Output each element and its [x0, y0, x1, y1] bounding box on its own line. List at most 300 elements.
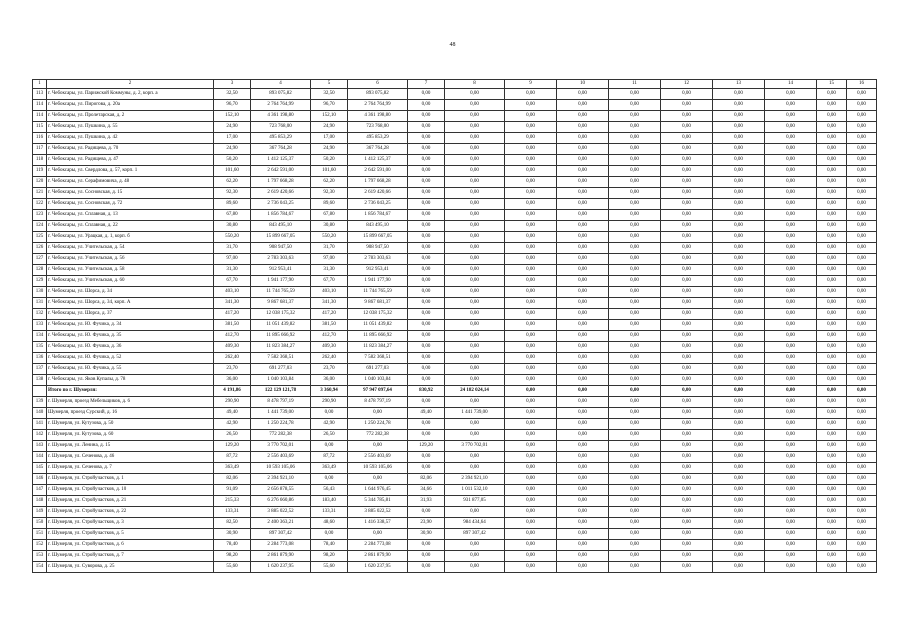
- table-cell: 0,00: [557, 144, 609, 155]
- table-row: [33, 463, 877, 474]
- table-cell: 0,00: [445, 166, 505, 177]
- table-cell: 8 478 797,19: [348, 397, 408, 408]
- table-cell: 912 953,41: [348, 265, 408, 276]
- table-cell: 0,00: [765, 133, 817, 144]
- table-cell: 143: [33, 441, 47, 452]
- address-cell: г. Шумерля, ул. Стройучастков, д. 6: [47, 540, 214, 551]
- table-cell: 0,00: [408, 507, 445, 518]
- address-cell: г. Чебоксары, ул. Пирогова, д. 20а: [47, 100, 214, 111]
- table-cell: 0,00: [817, 221, 847, 232]
- table-row: [33, 111, 877, 122]
- table-cell: 0,00: [505, 452, 557, 463]
- table-cell: 0,00: [609, 309, 661, 320]
- table-cell: 0,00: [765, 287, 817, 298]
- table-cell: 0,00: [847, 331, 877, 342]
- table-cell: 0,00: [557, 386, 609, 397]
- table-cell: 0,00: [557, 243, 609, 254]
- table-cell: 893 075,82: [251, 89, 311, 100]
- table-cell: 2 400 363,21: [251, 518, 311, 529]
- table-cell: 367 764,28: [251, 144, 311, 155]
- table-row: [33, 133, 877, 144]
- table-cell: 0,00: [817, 89, 847, 100]
- address-cell: г. Шумерля, ул. Ленина, д. 15: [47, 441, 214, 452]
- table-cell: 0,00: [557, 188, 609, 199]
- table-cell: 0,00: [445, 254, 505, 265]
- table-cell: 0,00: [505, 485, 557, 496]
- table-cell: 0,00: [817, 122, 847, 133]
- table-cell: 0,00: [445, 331, 505, 342]
- table-cell: 133,31: [311, 507, 348, 518]
- table-cell: 0,00: [505, 199, 557, 210]
- column-number-cell: 15: [817, 80, 847, 89]
- table-row: [33, 375, 877, 386]
- table-cell: 0,00: [505, 89, 557, 100]
- table-cell: 0,00: [765, 331, 817, 342]
- table-cell: 0,00: [505, 243, 557, 254]
- address-cell: г. Шумерля, ул. Кутузова, д. 50: [47, 419, 214, 430]
- table-row: [33, 452, 877, 463]
- table-cell: 0,00: [609, 507, 661, 518]
- table-cell: 0,00: [408, 298, 445, 309]
- table-cell: 417,20: [311, 309, 348, 320]
- table-cell: 2 783 303,63: [348, 254, 408, 265]
- table-cell: 0,00: [847, 320, 877, 331]
- table-cell: 409,30: [311, 342, 348, 353]
- table-cell: 0,00: [661, 551, 713, 562]
- table-cell: 0,00: [505, 166, 557, 177]
- table-cell: 262,40: [311, 353, 348, 364]
- table-cell: 0,00: [445, 309, 505, 320]
- table-cell: 1 441 739,00: [445, 408, 505, 419]
- table-cell: 123: [33, 210, 47, 221]
- table-cell: 0,00: [445, 221, 505, 232]
- total-row: [33, 386, 877, 397]
- table-cell: 128: [33, 265, 47, 276]
- table-cell: 0,00: [661, 188, 713, 199]
- table-cell: 0,00: [817, 166, 847, 177]
- table-cell: 23,70: [311, 364, 348, 375]
- table-cell: 0,00: [847, 100, 877, 111]
- table-cell: 0,00: [557, 133, 609, 144]
- table-row: [33, 122, 877, 133]
- table-cell: 0,00: [505, 254, 557, 265]
- table-cell: 0,00: [609, 430, 661, 441]
- table-cell: 0,00: [817, 177, 847, 188]
- table-cell: 0,00: [847, 364, 877, 375]
- table-cell: 0,00: [557, 155, 609, 166]
- table-cell: 0,00: [445, 430, 505, 441]
- table-cell: 0,00: [505, 430, 557, 441]
- table-cell: 0,00: [817, 309, 847, 320]
- table-row: [33, 518, 877, 529]
- table-cell: 0,00: [557, 254, 609, 265]
- table-cell: 0,00: [847, 243, 877, 254]
- table-cell: 0,00: [765, 485, 817, 496]
- table-cell: 2 284 773,08: [348, 540, 408, 551]
- table-cell: 0,00: [661, 166, 713, 177]
- table-cell: 0,00: [609, 419, 661, 430]
- table-cell: 0,00: [765, 562, 817, 573]
- table-cell: 0,00: [765, 111, 817, 122]
- table-cell: 5 344 785,81: [348, 496, 408, 507]
- table-row: [33, 485, 877, 496]
- table-cell: 0,00: [557, 419, 609, 430]
- table-cell: 133: [33, 320, 47, 331]
- table-row: [33, 408, 877, 419]
- table-cell: 152,10: [311, 111, 348, 122]
- address-cell: г. Чебоксары, ул. Шорса, д. 34: [47, 287, 214, 298]
- table-cell: 0,00: [445, 353, 505, 364]
- table-cell: 0,00: [311, 441, 348, 452]
- table-cell: 0,00: [609, 111, 661, 122]
- table-cell: 0,00: [713, 408, 765, 419]
- table-cell: 0,00: [817, 210, 847, 221]
- table-cell: 0,00: [505, 221, 557, 232]
- table-cell: 0,00: [557, 485, 609, 496]
- table-cell: 0,00: [557, 397, 609, 408]
- table-cell: 92,30: [214, 188, 251, 199]
- table-cell: 0,00: [661, 430, 713, 441]
- column-number-cell: 10: [557, 80, 609, 89]
- table-cell: 0,00: [765, 408, 817, 419]
- table-cell: 0,00: [445, 551, 505, 562]
- table-cell: 82,06: [214, 474, 251, 485]
- table-cell: 0,00: [609, 441, 661, 452]
- table-cell: 0,00: [661, 265, 713, 276]
- table-cell: 290,90: [214, 397, 251, 408]
- address-cell: г. Чебоксары, ул. Яков Купалы, д. 78: [47, 375, 214, 386]
- table-cell: 24 182 024,14: [445, 386, 505, 397]
- table-cell: 0,00: [445, 133, 505, 144]
- table-cell: 0,00: [847, 166, 877, 177]
- address-cell: г. Чебоксары, ул. Учительская, д. 60: [47, 276, 214, 287]
- table-cell: 1 797 668,28: [251, 177, 311, 188]
- table-cell: 26,50: [311, 430, 348, 441]
- table-cell: 0,00: [557, 430, 609, 441]
- table-cell: 0,00: [713, 199, 765, 210]
- table-cell: 0,00: [505, 463, 557, 474]
- table-cell: 0,00: [817, 540, 847, 551]
- table-cell: 0,00: [557, 309, 609, 320]
- address-cell: г. Чебоксары, ул. Парижской Коммуны, д. 2, корп. а: [47, 89, 214, 100]
- table-cell: 0,00: [713, 375, 765, 386]
- table-cell: 0,00: [817, 562, 847, 573]
- table-cell: 0,00: [557, 221, 609, 232]
- table-cell: 0,00: [713, 485, 765, 496]
- address-cell: г. Чебоксары, ул. Радищева, д. 47: [47, 155, 214, 166]
- table-cell: 0,00: [713, 562, 765, 573]
- table-cell: 0,00: [847, 287, 877, 298]
- table-cell: 0,00: [661, 342, 713, 353]
- table-cell: 0,00: [661, 155, 713, 166]
- table-cell: 0,00: [817, 386, 847, 397]
- table-row: [33, 441, 877, 452]
- table-row: [33, 397, 877, 408]
- table-row: [33, 430, 877, 441]
- table-cell: 0,00: [661, 529, 713, 540]
- table-cell: 0,00: [817, 474, 847, 485]
- table-cell: 0,00: [765, 353, 817, 364]
- table-cell: 0,00: [557, 452, 609, 463]
- table-cell: 1 441 739,00: [251, 408, 311, 419]
- table-cell: 0,00: [765, 386, 817, 397]
- table-cell: 412,70: [214, 331, 251, 342]
- table-cell: 0,00: [817, 430, 847, 441]
- table-cell: 0,00: [765, 144, 817, 155]
- table-cell: 0,00: [765, 430, 817, 441]
- table-cell: 2 764 764,99: [348, 100, 408, 111]
- table-cell: 133,31: [214, 507, 251, 518]
- table-row: [33, 474, 877, 485]
- table-cell: 0,00: [609, 254, 661, 265]
- table-cell: 7 582 368,51: [348, 353, 408, 364]
- table-cell: 0,00: [408, 265, 445, 276]
- table-cell: 0,00: [661, 144, 713, 155]
- table-cell: 0,00: [609, 221, 661, 232]
- address-cell: г. Чебоксары, ул. Пушкина, д. 42: [47, 133, 214, 144]
- table-cell: 49,40: [408, 408, 445, 419]
- address-cell: г. Чебоксары, ул. Ю. Фучика, д. 34: [47, 320, 214, 331]
- address-cell: г. Шумерля, проезд Мебельщиков, д. 6: [47, 397, 214, 408]
- address-cell: г. Чебоксары, ул. Сосновская, д. 15: [47, 188, 214, 199]
- table-cell: 0,00: [609, 474, 661, 485]
- table-cell: 0,00: [817, 452, 847, 463]
- table-cell: 0,00: [765, 276, 817, 287]
- table-cell: 152,10: [214, 111, 251, 122]
- table-cell: 0,00: [847, 496, 877, 507]
- table-cell: 3 885 022,52: [251, 507, 311, 518]
- table-cell: 0,00: [661, 518, 713, 529]
- table-cell: 62,20: [311, 177, 348, 188]
- table-cell: 0,00: [765, 89, 817, 100]
- table-cell: 0,00: [817, 441, 847, 452]
- table-cell: 0,00: [713, 111, 765, 122]
- table-cell: 0,00: [661, 441, 713, 452]
- table-cell: 8 478 797,19: [251, 397, 311, 408]
- table-cell: 772 282,38: [251, 430, 311, 441]
- table-cell: 0,00: [505, 496, 557, 507]
- table-cell: 2 642 591,00: [251, 166, 311, 177]
- table-cell: 0,00: [557, 122, 609, 133]
- table-cell: 0,00: [847, 342, 877, 353]
- table-cell: 0,00: [765, 232, 817, 243]
- table-row: [33, 529, 877, 540]
- table-cell: 0,00: [609, 298, 661, 309]
- table-cell: 0,00: [505, 331, 557, 342]
- table-cell: 49,40: [214, 408, 251, 419]
- table-cell: 134: [33, 331, 47, 342]
- table-cell: 0,00: [713, 287, 765, 298]
- table-cell: 0,00: [408, 353, 445, 364]
- table-row: [33, 89, 877, 100]
- table-row: [33, 188, 877, 199]
- table-cell: 91,09: [214, 485, 251, 496]
- table-cell: 0,00: [713, 441, 765, 452]
- table-cell: 67,70: [214, 276, 251, 287]
- table-row: [33, 243, 877, 254]
- table-cell: 0,00: [713, 353, 765, 364]
- table-cell: 908 947,50: [251, 243, 311, 254]
- table-cell: 0,00: [817, 331, 847, 342]
- table-cell: 0,00: [557, 474, 609, 485]
- table-cell: 0,00: [557, 562, 609, 573]
- table-row: [33, 364, 877, 375]
- address-cell: г. Чебоксары, ул. Учительская, д. 58: [47, 265, 214, 276]
- table-cell: 0,00: [713, 265, 765, 276]
- table-cell: 897 307,42: [445, 529, 505, 540]
- table-cell: 0,00: [609, 199, 661, 210]
- table-cell: 0,00: [445, 232, 505, 243]
- table-cell: 145: [33, 463, 47, 474]
- table-row: [33, 496, 877, 507]
- table-cell: 412,70: [311, 331, 348, 342]
- table-cell: 0,00: [311, 474, 348, 485]
- table-row: [33, 287, 877, 298]
- table-cell: 0,00: [713, 155, 765, 166]
- table-cell: 150: [33, 518, 47, 529]
- table-cell: 0,00: [348, 474, 408, 485]
- table-cell: 0,00: [713, 100, 765, 111]
- table-row: [33, 331, 877, 342]
- table-cell: 1 412 125,37: [251, 155, 311, 166]
- table-cell: 403,10: [214, 287, 251, 298]
- table-cell: 24,90: [214, 144, 251, 155]
- table-cell: 0,00: [557, 507, 609, 518]
- table-cell: 97 947 097,64: [348, 386, 408, 397]
- address-cell: г. Чебоксары, ул. Ю. Фучика, д. 52: [47, 353, 214, 364]
- table-cell: 0,00: [348, 441, 408, 452]
- table-cell: 0,00: [765, 540, 817, 551]
- table-cell: 50,20: [311, 155, 348, 166]
- table-cell: 0,00: [661, 331, 713, 342]
- table-cell: 0,00: [557, 276, 609, 287]
- table-cell: 0,00: [609, 485, 661, 496]
- table-cell: 0,00: [557, 232, 609, 243]
- table-cell: 0,00: [609, 562, 661, 573]
- table-cell: 409,30: [214, 342, 251, 353]
- table-cell: 0,00: [505, 144, 557, 155]
- table-cell: 0,00: [445, 199, 505, 210]
- table-cell: 0,00: [505, 408, 557, 419]
- table-cell: 1 040 103,84: [348, 375, 408, 386]
- table-cell: 101,60: [214, 166, 251, 177]
- table-cell: 0,00: [713, 221, 765, 232]
- table-cell: 0,00: [847, 452, 877, 463]
- table-cell: 403,10: [311, 287, 348, 298]
- table-cell: 0,00: [408, 122, 445, 133]
- table-cell: 0,00: [609, 89, 661, 100]
- table-cell: 11 823 384,27: [251, 342, 311, 353]
- table-cell: 0,00: [609, 188, 661, 199]
- table-cell: 0,00: [609, 463, 661, 474]
- table-cell: 0,00: [847, 265, 877, 276]
- table-cell: 0,00: [817, 188, 847, 199]
- table-cell: 31,30: [311, 265, 348, 276]
- table-cell: 0,00: [445, 342, 505, 353]
- table-cell: 0,00: [713, 243, 765, 254]
- table-cell: 0,00: [445, 243, 505, 254]
- table-cell: 1 644 976,45: [348, 485, 408, 496]
- table-cell: 0,00: [847, 518, 877, 529]
- table-row: [33, 232, 877, 243]
- table-cell: 0,00: [557, 210, 609, 221]
- table-cell: 0,00: [557, 496, 609, 507]
- table-cell: 0,00: [817, 133, 847, 144]
- table-cell: 0,00: [661, 452, 713, 463]
- table-cell: 0,00: [661, 254, 713, 265]
- table-row: [33, 309, 877, 320]
- table-cell: 31,70: [214, 243, 251, 254]
- table-cell: 0,00: [817, 320, 847, 331]
- table-cell: 0,00: [505, 155, 557, 166]
- table-cell: 0,00: [661, 397, 713, 408]
- table-cell: 0,00: [505, 397, 557, 408]
- table-cell: 0,00: [505, 551, 557, 562]
- table-cell: 0,00: [408, 452, 445, 463]
- table-cell: 0,00: [557, 463, 609, 474]
- table-cell: 0,00: [765, 221, 817, 232]
- address-cell: г. Чебоксары, ул. Шорса, д. 34, корп. А: [47, 298, 214, 309]
- table-cell: 0,00: [445, 463, 505, 474]
- table-cell: 0,00: [847, 430, 877, 441]
- table-cell: 0,00: [817, 144, 847, 155]
- table-cell: 17,00: [214, 133, 251, 144]
- table-cell: 0,00: [765, 265, 817, 276]
- table-cell: 0,00: [847, 111, 877, 122]
- table-cell: 101,60: [311, 166, 348, 177]
- table-cell: 0,00: [713, 144, 765, 155]
- table-cell: 0,00: [847, 529, 877, 540]
- column-number-cell: 12: [661, 80, 713, 89]
- table-cell: 0,00: [557, 408, 609, 419]
- table-cell: 124: [33, 221, 47, 232]
- address-cell: г. Чебоксары, ул. Радищева, д. 70: [47, 144, 214, 155]
- table-cell: 1 040 103,84: [251, 375, 311, 386]
- table-cell: 129: [33, 276, 47, 287]
- table-cell: 0,00: [661, 232, 713, 243]
- table-cell: 0,00: [847, 232, 877, 243]
- table-cell: 0,00: [817, 408, 847, 419]
- table-cell: 0,00: [505, 529, 557, 540]
- table-cell: 0,00: [445, 89, 505, 100]
- table-cell: 2 284 773,08: [251, 540, 311, 551]
- table-cell: 0,00: [408, 463, 445, 474]
- table-cell: 4 191,86: [214, 386, 251, 397]
- table-cell: 0,00: [661, 210, 713, 221]
- table-cell: 931 877,05: [445, 496, 505, 507]
- table-cell: 129,20: [214, 441, 251, 452]
- table-cell: 0,00: [445, 287, 505, 298]
- table-cell: 0,00: [609, 452, 661, 463]
- table-cell: 417,20: [214, 309, 251, 320]
- table-row: [33, 144, 877, 155]
- table-cell: 1 797 668,28: [348, 177, 408, 188]
- table-cell: 830,92: [408, 386, 445, 397]
- table-row: [33, 166, 877, 177]
- table-cell: 363,49: [214, 463, 251, 474]
- table-cell: 0,00: [713, 133, 765, 144]
- table-cell: 153: [33, 551, 47, 562]
- table-cell: 11 744 765,59: [251, 287, 311, 298]
- table-cell: 2 556 403,69: [251, 452, 311, 463]
- table-cell: 0,00: [408, 111, 445, 122]
- table-cell: 114: [33, 111, 47, 122]
- table-cell: 0,00: [847, 122, 877, 133]
- table-cell: 0,00: [445, 397, 505, 408]
- table-cell: 0,00: [817, 287, 847, 298]
- table-cell: 0,00: [661, 89, 713, 100]
- table-cell: 0,00: [445, 375, 505, 386]
